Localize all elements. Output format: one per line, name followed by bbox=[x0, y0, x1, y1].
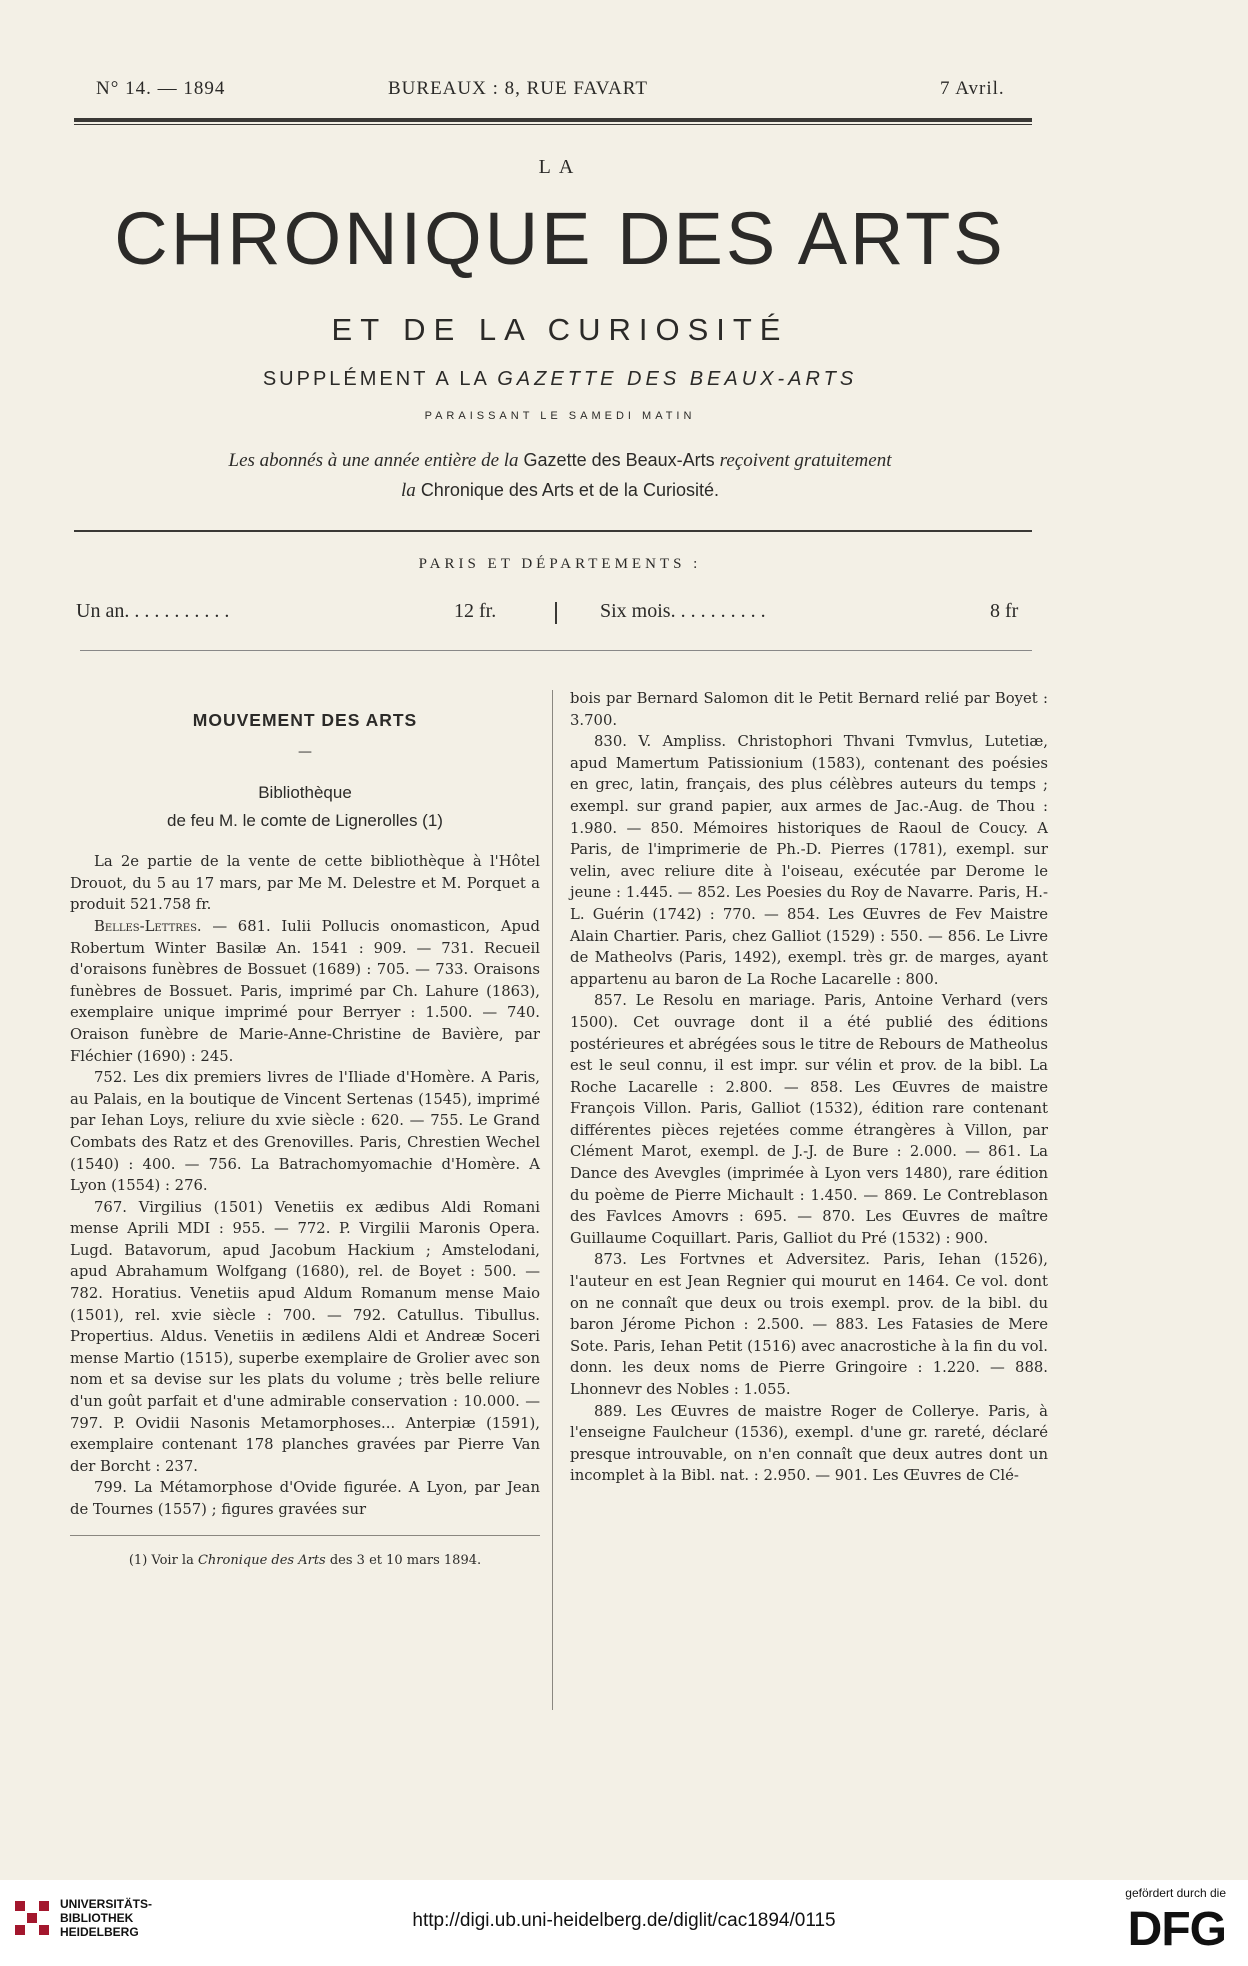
notice-gazette: Gazette des Beaux-Arts bbox=[523, 450, 715, 470]
price-six-label: Six mois. . . . . . . . . . bbox=[600, 600, 766, 622]
masthead-supplement bbox=[0, 368, 1120, 391]
notice-text: Les abonnés à une année entière de la bbox=[228, 450, 519, 471]
permalink[interactable]: http://digi.ub.uni-heidelberg.de/diglit/cac1894/0115 bbox=[412, 1910, 836, 1931]
supplement-gazette: GAZETTE DES BEAUX-ARTS bbox=[497, 368, 858, 390]
column-divider bbox=[552, 690, 553, 1710]
sub-title-1: Bibliothèque bbox=[258, 783, 352, 803]
paragraph bbox=[70, 916, 540, 1067]
paragraph: bois par Bernard Salomon dit le Petit Bernard relié par Boyet : 3.700. bbox=[570, 690, 1048, 729]
funding-note: gefördert durch die bbox=[1125, 1886, 1226, 1900]
issue-date: 7 Avril. bbox=[940, 78, 1005, 99]
paragraph: La 2e partie de la vente de cette bibliothèque à l'Hôtel Drouot, du 5 au 17 mars, par Me M. Delestre et M. Porquet a produit 521.758 fr. bbox=[70, 853, 540, 914]
footnote-text: des 3 et 10 mars 1894. bbox=[329, 1552, 482, 1568]
masthead-title: CHRONIQUE DES ARTS bbox=[114, 197, 1006, 280]
paragraph: 799. La Métamorphose d'Ovide figurée. A Lyon, par Jean de Tournes (1557) ; figures gravées sur bbox=[70, 1479, 540, 1518]
header-rule bbox=[74, 118, 1032, 122]
dfg-logo[interactable]: DFG bbox=[1127, 1903, 1226, 1956]
paragraph-body: — 681. Iulii Pollucis onomasticon, Apud Robertum Winter Basilæ An. 1541 : 909. — 731. Recueil d'oraisons funèbres de Bossuet (1689) : 705. — 733. Oraisons funèbres de Bossuet. Paris, imprimé par Ch. Lahure (1863), exemplaire unique imprimé pour Berryer : 1.500. — 740. Oraison funèbre de Marie-Anne-Christine de Bavière, par Fléchier (1690) : 245. bbox=[70, 917, 540, 1065]
paragraph: 767. Virgilius (1501) Venetiis ex ædibus Aldi Romani mense Aprili MDI : 955. — 772. P. Virgilii Maronis Opera. Lugd. Batavorum, apud Jacobum Hackium ; Amstelodani, apud Abrahamum Wolfgang (1680), rel. de Boyet : 500. — 782. Horatius. Venetiis apud Aldum Romanum mense Maio (1501), rel. xvie siècle : 700. — 792. Catullus. Tibullus. Propertius. Aldus. Venetiis in ædilens Aldi et Andreæ Soceri mense Martio (1515), superbe exemplaire de Grolier avec son nom et sa devise sur les plats du volume ; très belle reliure d'un goût parfait et d'une admirable conservation : 10.000. — 797. P. Ovidii Nasonis Metamorphoses... Anterpiæ (1591), exemplaire contenant 178 planches gravées par Pierre Van der Borcht : 237. bbox=[70, 1198, 540, 1475]
supplement-prefix: SUPPLÉMENT A LA bbox=[262, 368, 489, 390]
paragraph: 857. Le Resolu en mariage. Paris, Antoine Verhard (vers 1500). Cet ouvrage dont il a été publié des éditions postérieures et abrégées sous le titre de Rebours de Matheolus est le seul connu, il est impr. sur vélin et prov. de la bibl. La Roche Lacarelle : 2.800. — 858. Les Œuvres de maistre François Villon. Paris, Galliot (1532), édition rare contenant différentes pièces rejetées comme étrangères à Villon, par Clément Marot, exempl. de J.-J. de Bure : 2.000. — 861. La Dance des Avevgles (imprimée à Lyon vers 1480), rare édition du poème de Pierre Michault : 1.450. — 869. Le Contreblason des Favlces Amovrs : 695. — 870. Les Œuvres de maître Guillaume Coquillart. Paris, Galliot du Pré (1532) : 900. bbox=[570, 992, 1048, 1247]
subscriber-notice-line2 bbox=[0, 480, 1120, 502]
section-dash: — bbox=[298, 743, 312, 760]
university-line: BIBLIOTHEK bbox=[60, 1911, 134, 1925]
paragraph: 873. Les Fortvnes et Adversitez. Paris, Iehan (1526), l'auteur en est Jean Regnier qui mourut en 1464. Ce vol. dont on ne connaît que deux ou trois exempl. prov. de la bibl. du baron Jérome Pichon : 2.500. — 883. Les Fatasies de Mere Sote. Paris, Iehan Petit (1516) avec anacrostiche à la fin du vol. donn. les deux noms de Pierre Gringoire : 1.220. — 888. Lhonnevr des Nobles : 1.055. bbox=[570, 1251, 1048, 1398]
bureaux-address: BUREAUX : 8, RUE FAVART bbox=[388, 78, 648, 99]
university-line: HEIDELBERG bbox=[60, 1925, 139, 1939]
notice-text: reçoivent gratuitement bbox=[719, 450, 892, 471]
footnote-journal: Chronique des Arts bbox=[197, 1552, 326, 1568]
right-column bbox=[570, 688, 1048, 1487]
footnote-rule bbox=[70, 1535, 540, 1536]
paragraph-lead: Belles-Lettres. bbox=[94, 917, 202, 935]
masthead-rule bbox=[74, 530, 1032, 532]
price-year-value: 12 fr. bbox=[454, 600, 497, 622]
left-column bbox=[70, 688, 540, 1571]
price-separator bbox=[555, 602, 557, 624]
subscriber-notice-line1 bbox=[0, 450, 1120, 472]
paragraph: 830. V. Ampliss. Christophori Thvani Tvmvlus, Lutetiæ, apud Mamertum Patissionium (1583), contenant des poésies en grec, latin, français, des plus célèbres auteurs du temps ; exempl. sur grand papier, aux armes de Jac.-Aug. de Thou : 1.980. — 850. Mémoires historiques de Raoul de Coucy. A Paris, de l'imprimerie de Ph.-D. Pierres (1781), exempl. sur velin, avec reliure dite à l'oiseau, exécutée par Derome le jeune : 1.445. — 852. Les Poesies du Roy de Navarre. Paris, H.-L. Guérin (1742) : 770. — 854. Les Œuvres de Fev Maistre Alain Chartier. Paris, chez Galliot (1529) : 550. — 856. Le Livre de Matheolvs (Paris, 1492), exempl. très gr. de marges, ayant appartenu au baron de La Roche Lacarelle : 800. bbox=[570, 733, 1048, 988]
issue-number: N° 14. — 1894 bbox=[96, 78, 226, 99]
paragraph: 752. Les dix premiers livres de l'Iliade d'Homère. A Paris, au Palais, en la boutique de Vincent Sertenas (1545), imprimé par Iehan Loys, reliure du xvie siècle : 620. — 755. Le Grand Combats des Ratz et des Grenovilles. Paris, Chrestien Wechel (1540) : 400. — 756. La Batrachomyomachie d'Homère. A Lyon (1554) : 276. bbox=[70, 1069, 540, 1195]
footnote-text: (1) Voir la bbox=[128, 1552, 194, 1568]
section-title: MOUVEMENT DES ARTS bbox=[192, 710, 418, 730]
masthead-paraissant: PARAISSANT LE SAMEDI MATIN bbox=[424, 410, 696, 422]
university-line: UNIVERSITÄTS- bbox=[60, 1897, 153, 1911]
notice-text: la bbox=[401, 480, 416, 501]
running-header bbox=[74, 78, 1028, 108]
subscription-heading: PARIS ET DÉPARTEMENTS : bbox=[418, 556, 702, 572]
sub-title-2: de feu M. le comte de Lignerolles (1) bbox=[167, 811, 443, 831]
notice-chronique: Chronique des Arts et de la Curiosité. bbox=[420, 480, 719, 500]
footnote bbox=[70, 1550, 540, 1572]
price-six-value: 8 fr bbox=[990, 600, 1019, 622]
header-rule-thin bbox=[74, 124, 1032, 125]
subscription-rule bbox=[80, 650, 1032, 651]
masthead-subtitle: ET DE LA CURIOSITÉ bbox=[331, 312, 789, 347]
masthead-la: LA bbox=[538, 156, 582, 178]
price-year-label: Un an. . . . . . . . . . . bbox=[76, 600, 230, 622]
paragraph: 889. Les Œuvres de maistre Roger de Collerye. Paris, à l'enseigne Faulcheur (1536), exempl. d'une gr. rareté, déclaré presque introuvable, on n'en connaît que deux autres dont un incomplet à la Bibl. nat. : 2.950. — 901. Les Œuvres de Clé- bbox=[570, 1402, 1048, 1485]
